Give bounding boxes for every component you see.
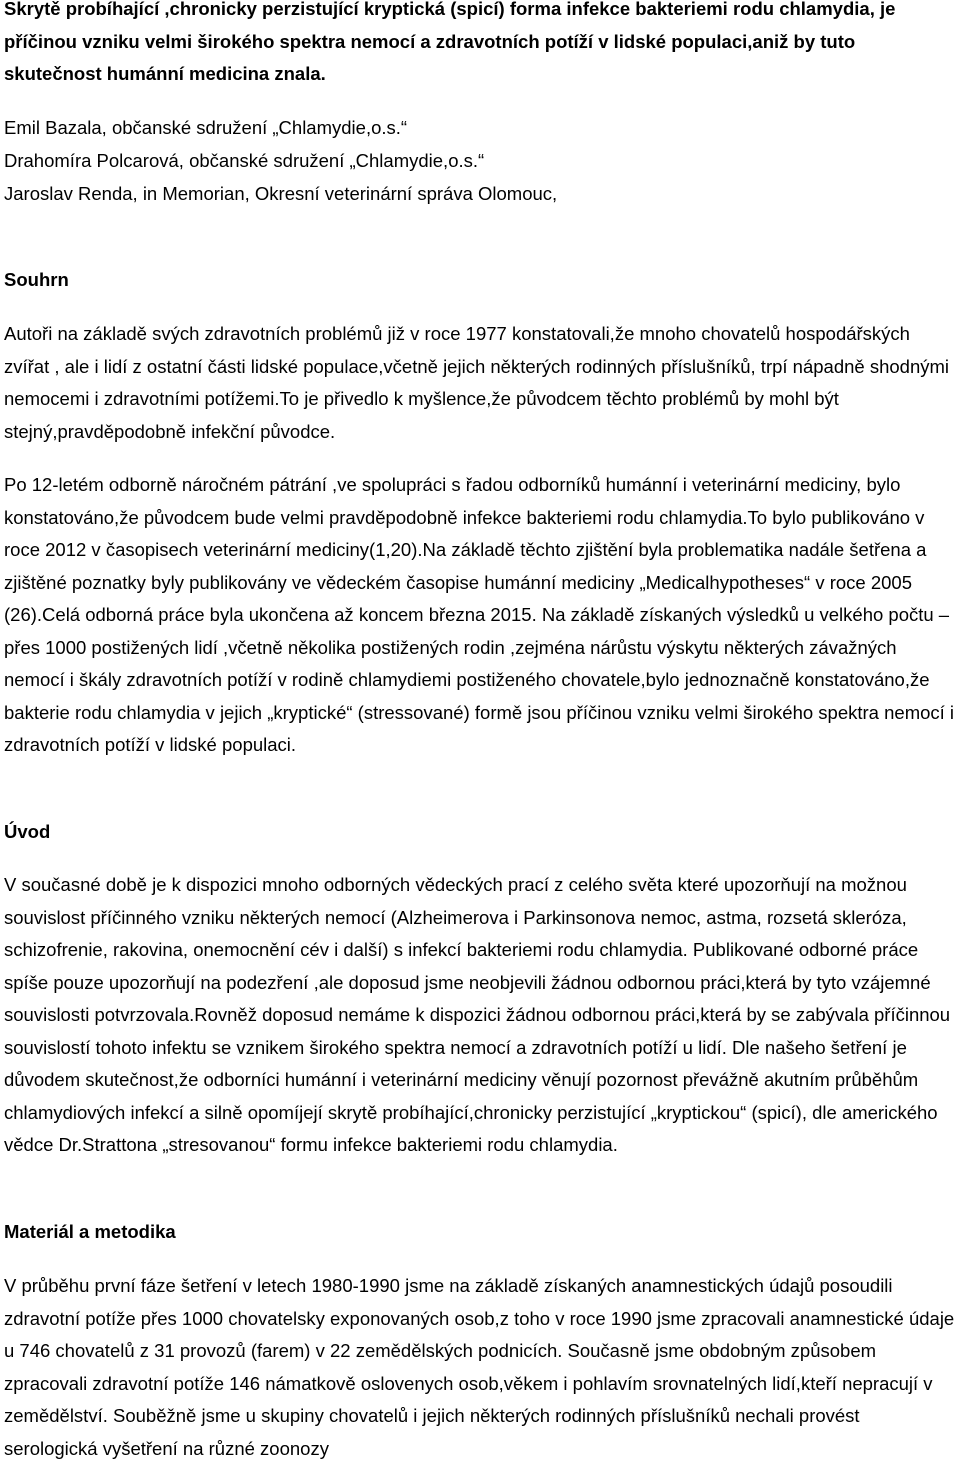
summary-p1-run-2: To je přivedlo k myšlence,že původcem těchto problémů by mohl být stejný,pravděpodobně infekční původce. [4,388,839,442]
summary-p2-run-4: Celá odborná práce byla ukončena až koncem března 2015. [42,604,537,625]
methods-p1-run-1: V průběhu první fáze šetření v letech 1980-1990 jsme na základě získaných anamnestických údajů posoudili zdravotní potíže přes 1000 chovatelsky exponovaných osob,z toho v roce 1990 jsme zpracovali anamnestické údaje u 746 chovatelů z 31 provozů (farem) v 22 zemědělských podnicích. Současně jsme obdobným způsobem zpracovali zdravotní potíže 146 námatkově oslovenych osob,věkem i pohlavím srovnatelných lidí,kteří nepracují v zemědělství. [4,1275,955,1426]
section-heading-methods: Materiál a metodika [4,1221,176,1242]
intro-p1-run-1: V současné době je k dispozici mnoho odborných vědeckých prací z celého světa které upozorňují na možnou souvislost příčinného vzniku některých nemocí (Alzheimerova i Parkinsonova nemoc, astma, rozsetá skleróza, schizofrenie, rakovina, onemocnění cév i další) s infekcí bakteriemi rodu chlamydia. Publikované odborné práce spíše pouze upozorňují na podezření ,ale doposud jsme neobjevili žádnou odbornou práci,která by tyto vzájemné souvislosti potvrzovala. [4,874,931,1025]
summary-p2-run-2: To bylo publikováno v roce 2012 v časopisech veterinární mediciny(1,20). [4,506,925,560]
summary-p2-run-5: Na základě získaných výsledků u velkého počtu –přes 1000 postižených lidí ,včetně několika postižených rodin ,zejména nárůstu výskytu některých závažných nemocí i škály zdravotních potíží v rodině chlamydiemi postiženého chovatele,bylo jednoznačně konstatováno,že bakterie rodu chlamydia v jejich „kryptické“ (stressované) formě jsou příčinou vzniku velmi širokého spektra nemocí i zdravotních potíží v lidské populaci. [4,604,955,755]
methods-p1-run-2: Souběžně jsme u skupiny chovatelů i jejich některých rodinných příslušníků nechali provést serologická vyšetření na různé zoonozy [4,1405,860,1459]
intro-p1-run-2: Rovněž doposud nemáme k dispozici žádnou odbornou práci,která by se zabývala příčinnou souvislostí tohoto infektu se vznikem širokého spektra nemocí a zdravotních potíží u lidí. [4,1004,951,1058]
summary-paragraph-1 [4,318,956,448]
author-line-2: Drahomíra Polcarová, občanské sdružení „Chlamydie,o.s.“ [4,150,485,171]
author-line-1: Emil Bazala, občanské sdružení „Chlamydie,o.s.“ [4,117,408,138]
author-line-3: Jaroslav Renda, in Memorian, Okresní veterinární správa Olomouc, [4,183,558,204]
paper-title: Skrytě probíhající ,chronicky perzistující kryptická (spicí) forma infekce bakteriemi rodu chlamydia, je příčinou vzniku velmi širokého spektra nemocí a zdravotních potíží v lidské populaci,aniž by tuto skutečnost humánní medicina znala. [4,0,896,84]
summary-p2-run-3: Na základě těchto zjištění byla problematika nadále šetřena a zjištěné poznatky byly publikovány ve vědeckém časopise humánní mediciny „Medicalhypotheses“ v roce 2005 (26). [4,539,927,625]
summary-p2-run-1: Po 12-letém odborně náročném pátrání ,ve spolupráci s řadou odborníků humánní i veterinární mediciny, bylo konstatováno,že původcem bude velmi pravděpodobně infekce bakteriemi rodu chlamydia. [4,474,901,528]
intro-p1-run-3: Dle našeho šetření je důvodem skutečnost,že odborníci humánní i veterinární mediciny věnují pozornost převážně akutním průběhům chlamydiových infekcí a silně opomíjejí skrytě probíhající,chronicky perzistující „kryptickou“ (spicí), dle amerického vědce Dr.Strattona „stresovanou“ formu infekce bakteriemi rodu chlamydia. [4,1036,938,1155]
summary-paragraph-2 [4,469,956,762]
section-heading-intro: Úvod [4,821,51,842]
summary-p1-run-1: Autoři na základě svých zdravotních problémů již v roce 1977 konstatovali,že mnoho chovatelů hospodářských zvířat , ale i lidí z ostatní části lidské populace,včetně jejich některých rodinných příslušníků, trpí nápadně shodnými nemocemi i zdravotními potížemi. [4,323,950,409]
intro-paragraph-1 [4,869,956,1162]
methods-paragraph-1 [4,1270,956,1465]
section-heading-summary: Souhrn [4,269,69,290]
